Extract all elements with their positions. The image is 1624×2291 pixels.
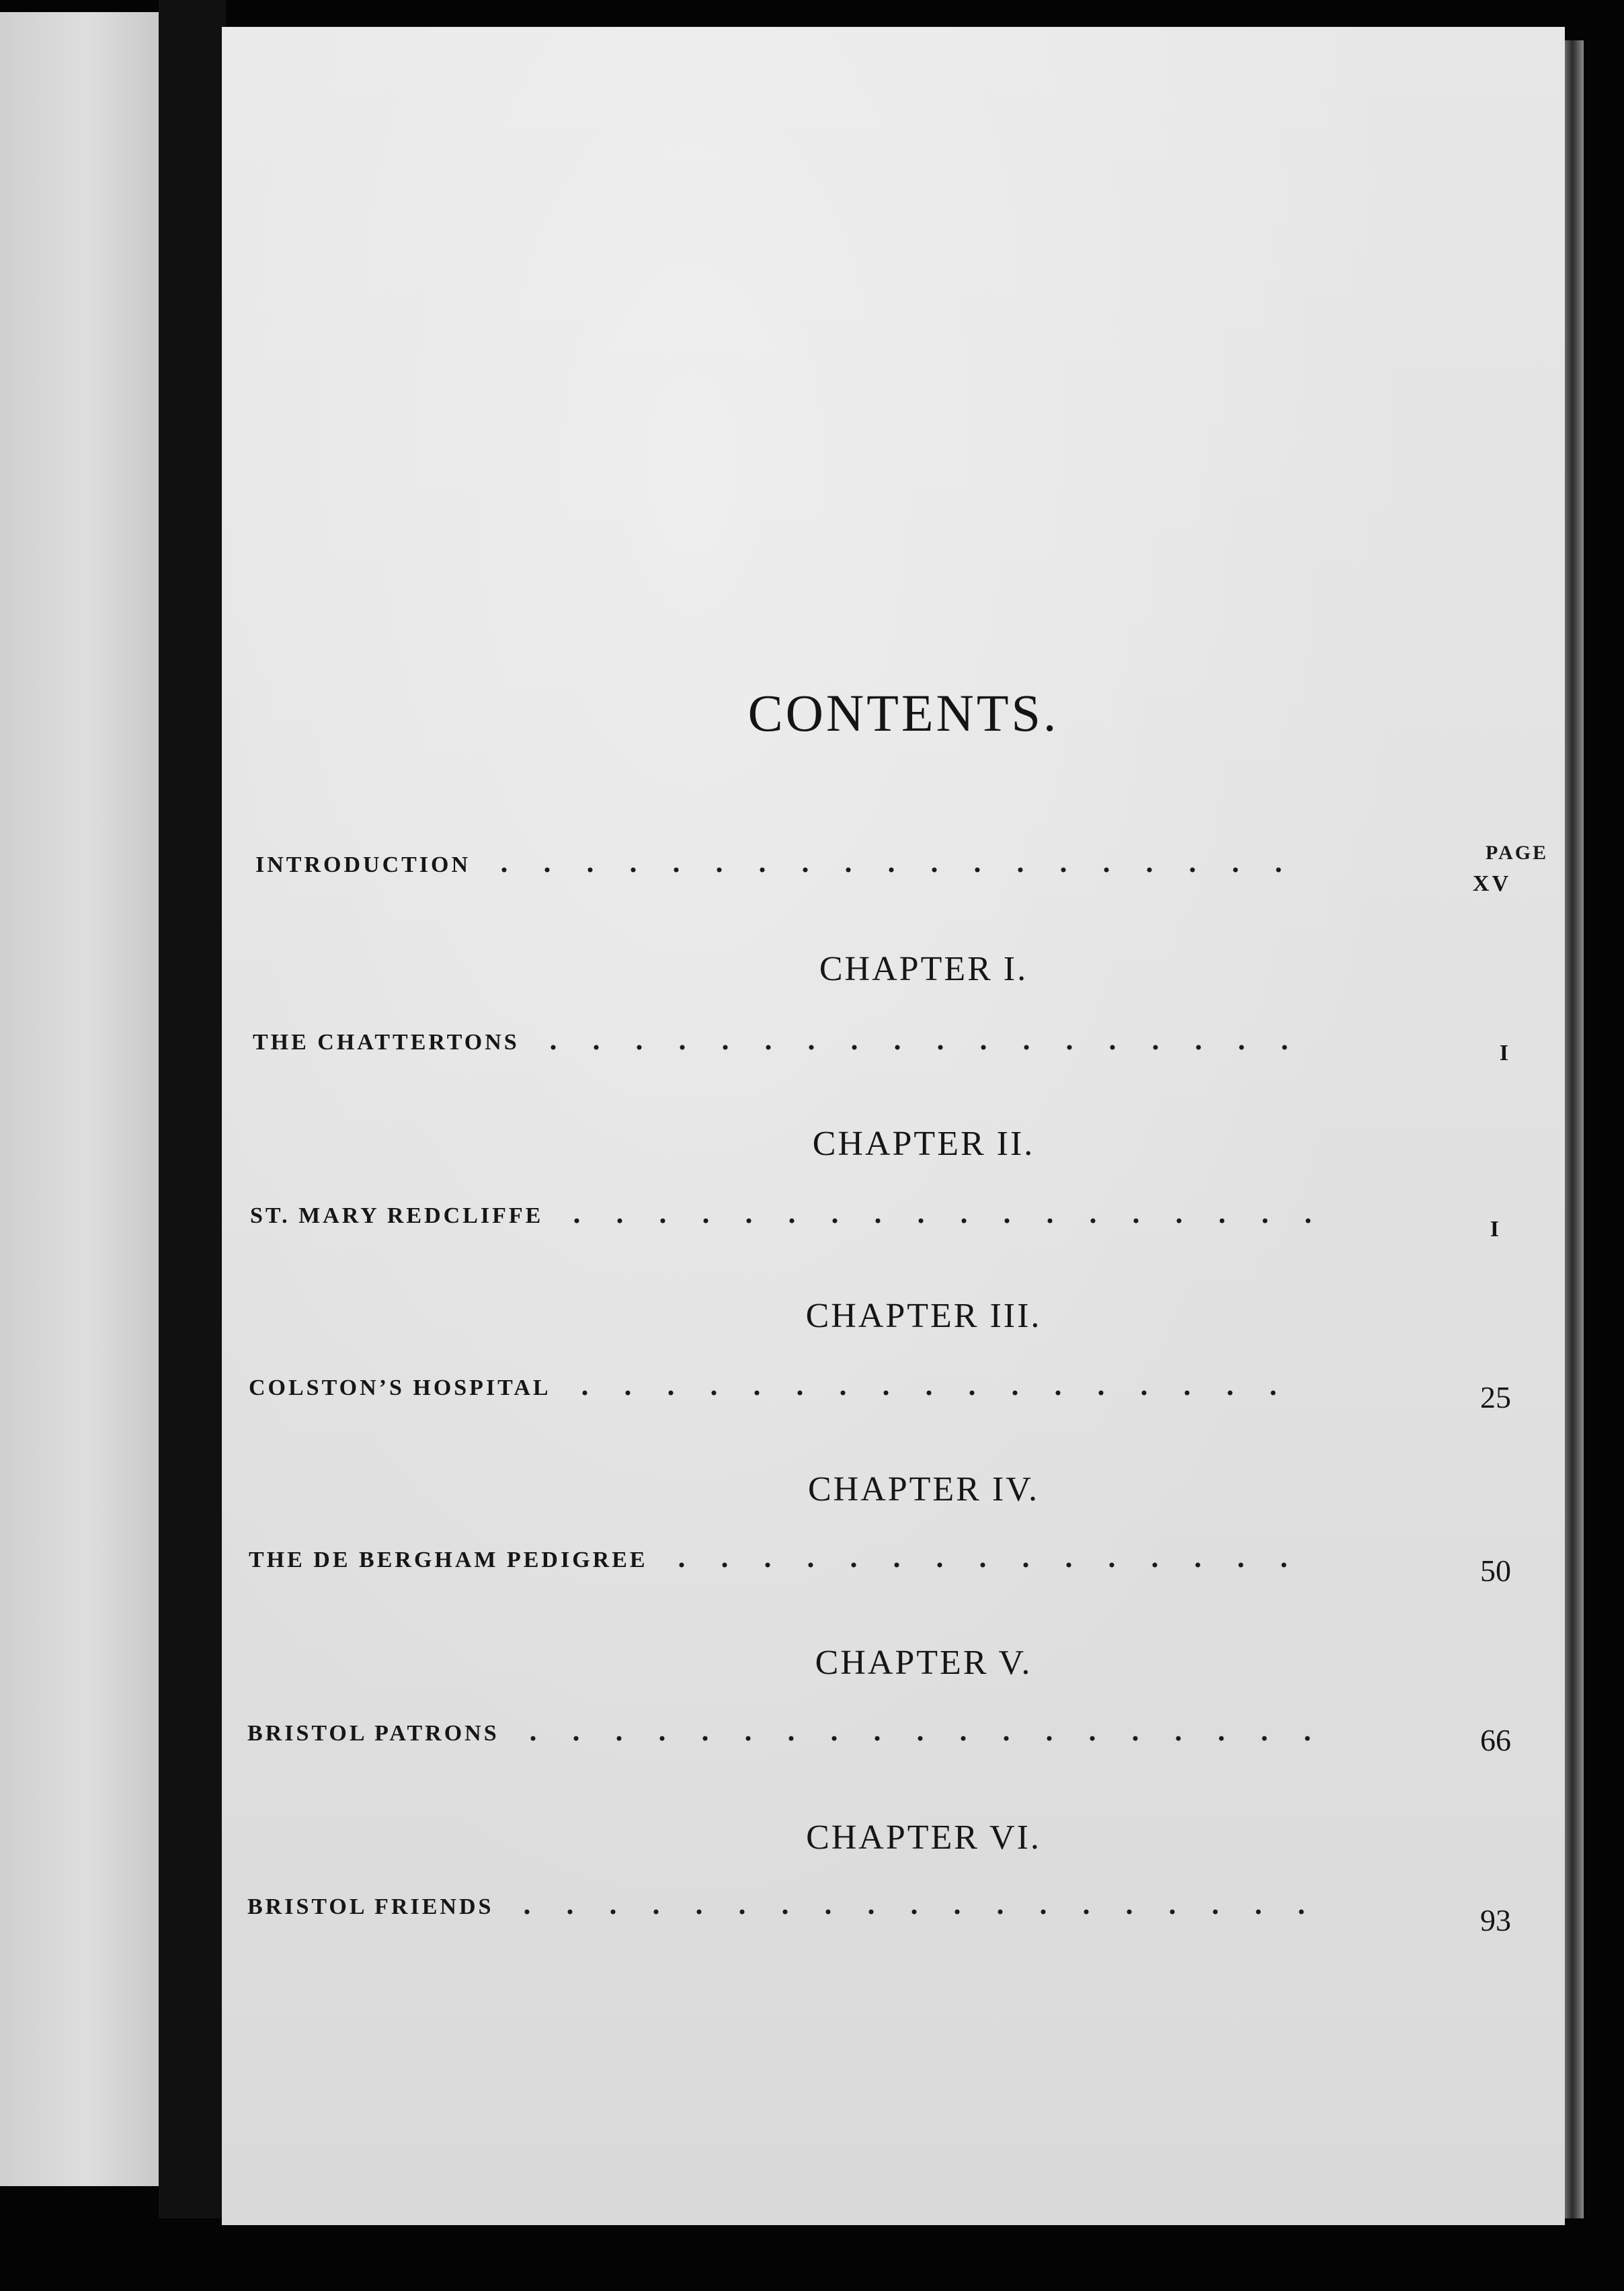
dot-leader: [483, 866, 1315, 874]
toc-entry-title: BRISTOL PATRONS: [247, 1721, 499, 1746]
toc-entry-page: 50: [1480, 1554, 1511, 1588]
toc-entry-chapter-6: [247, 1880, 1311, 1920]
toc-entry-chapter-4: [249, 1533, 1311, 1573]
toc-entry-chapter-1: [253, 1015, 1313, 1055]
dot-leader: [532, 1043, 1313, 1051]
toc-entry-title: ST. MARY REDCLIFFE: [250, 1203, 544, 1228]
dot-leader: [555, 1217, 1312, 1225]
chapter-heading: CHAPTER II.: [812, 1125, 1035, 1163]
dot-leader: [660, 1561, 1311, 1569]
toc-entry-title: BRISTOL FRIENDS: [247, 1894, 494, 1919]
toc-entry-title: THE CHATTERTONS: [253, 1030, 520, 1055]
dot-leader: [563, 1389, 1312, 1397]
toc-entry-chapter-5: [247, 1706, 1311, 1746]
book-gutter: [159, 0, 226, 2218]
toc-entry-page: I: [1490, 1217, 1502, 1242]
toc-entry-page: 25: [1480, 1380, 1511, 1414]
chapter-heading: CHAPTER IV.: [807, 1470, 1040, 1509]
toc-entry-page: XV: [1472, 871, 1511, 896]
page-title: CONTENTS.: [747, 684, 1059, 742]
toc-entry-title: COLSTON’S HOSPITAL: [249, 1375, 551, 1400]
toc-entry-chapter-3: [249, 1361, 1312, 1401]
toc-entry-introduction: [255, 838, 1315, 878]
dot-leader: [505, 1908, 1311, 1916]
contents-page: [222, 27, 1565, 2225]
page-column-label: PAGE: [1486, 842, 1549, 864]
toc-entry-chapter-2: [250, 1189, 1312, 1229]
dot-leader: [512, 1734, 1311, 1742]
chapter-heading: CHAPTER I.: [819, 950, 1028, 988]
chapter-heading: CHAPTER V.: [815, 1644, 1032, 1682]
toc-entry-title: INTRODUCTION: [255, 852, 471, 877]
toc-entry-page: 66: [1480, 1723, 1511, 1757]
toc-entry-page: 93: [1480, 1903, 1511, 1937]
chapter-heading: CHAPTER VI.: [806, 1818, 1041, 1857]
facing-page-edge: [0, 12, 159, 2186]
toc-entry-title: THE DE BERGHAM PEDIGREE: [249, 1548, 648, 1572]
chapter-heading: CHAPTER III.: [805, 1297, 1042, 1335]
page-edge-shadow: [1565, 40, 1584, 2218]
toc-entry-page: I: [1499, 1041, 1511, 1066]
